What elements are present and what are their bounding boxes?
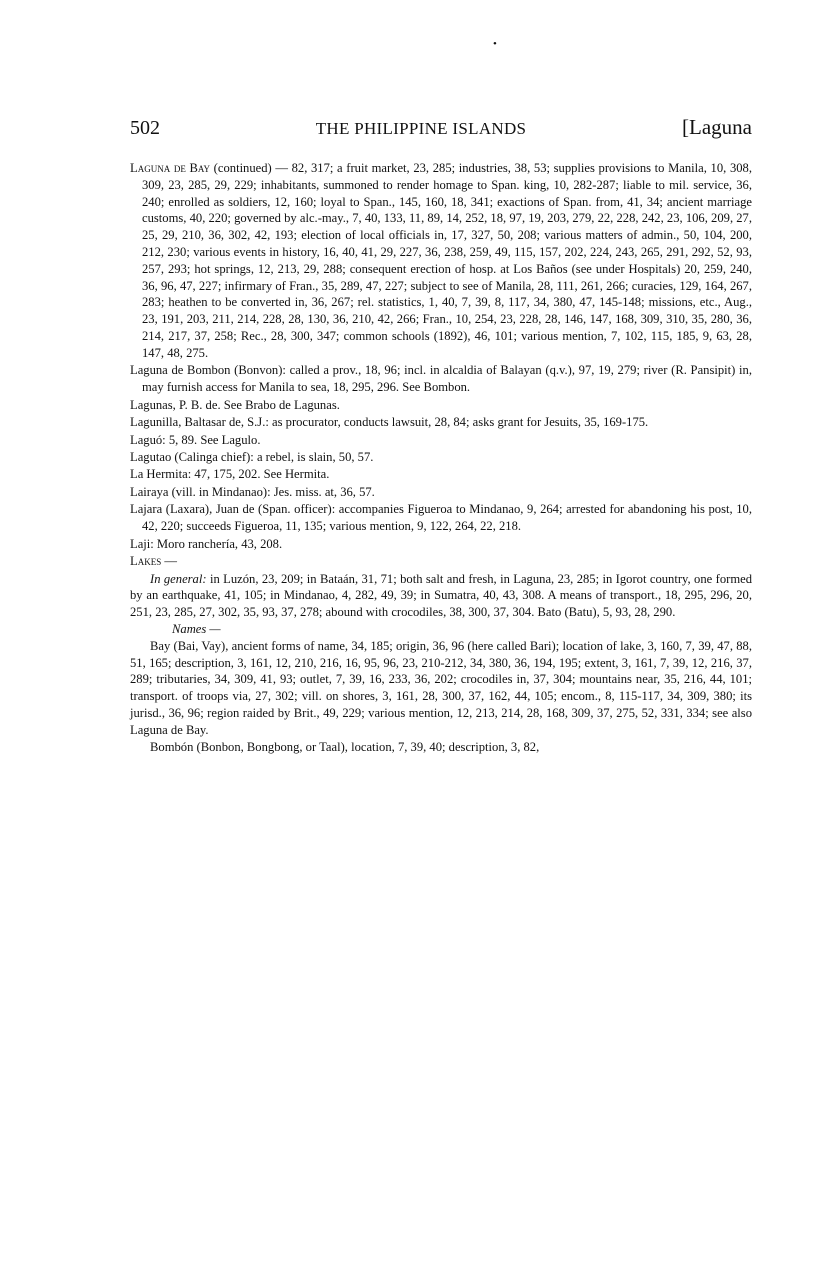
index-entry-laji — [130, 536, 752, 553]
entry-head: Laguna de Bay — [130, 161, 211, 175]
lakes-name-bombon: Bombón (Bonbon, Bongbong, or Taal), location, 7, 39, 40; description, 3, 82, — [150, 739, 540, 754]
index-entry-lakes — [130, 553, 752, 570]
lakes-name-bay: Bay (Bai, Vay), ancient forms of name, 34, 185; origin, 36, 96 (here called Bari); location of lake, 3, 160, 7, 39, 47, 88, 51, 165; description, 3, 161, 12, 210, 216, 16, 95, 96, 23, 210-212, 34, 380, 36, 194, 195; extent, 3, 161, 7, 39, 12, 216, 37, 289; tributaries, 34, 309, 41, 93; outlet, 7, 39, 16, 233, 36, 202; crocodiles in, 37, 304; mountains near, 35, 216, 44, 101; transport. of troops via, 27, 302; vill. on shores, 3, 161, 28, 300, 37, 162, 44, 105; encom., 8, 115-117, 34, 309, 380; its jurisd., 36, 96; region raided by Brit., 49, 229; various mention, 12, 213, 214, 28, 168, 309, 37, 275, 52, 331, 334; see also Laguna de Bay. — [130, 638, 752, 737]
entry-text: 82, 317; a fruit market, 23, 285; industries, 38, 53; supplies provisions to Manila, 10, 308, 309, 23, 285, 29, 229; inhabitants, summoned to render homage to Span. king, 10, 282-287; liable to mil. service, 36, 240; enrolled as soldiers, 12, 160; loyal to Span., 145, 160, 18, 341; exactions of Span. from, 41, 34; ancient marriage customs, 40, 220; governed by alc.-may., 7, 40, 133, 11, 89, 14, 252, 18, 97, 19, 203, 279, 22, 228, 242, 23, 106, 209, 27, 25, 29, 210, 36, 302, 42, 193; election of local officials in, 17, 327, 50, 208; various matters of admin., 50, 104, 200, 212, 230; various events in history, 16, 40, 41, 29, 227, 36, 238, 259, 49, 115, 157, 202, 224, 243, 265, 291, 292, 52, 93, 257, 293; hot springs, 12, 213, 29, 288; consequent erection of hosp. at Los Baños (see under Hospitals) 20, 259, 240, 36, 96, 47, 227; infirmary of Fran., 35, 289, 47, 227; subject to see of Manila, 28, 111, 261, 266; curacies, 129, 164, 267, 283; heathen to be converted in, 36, 267; rel. statistics, 1, 40, 7, 39, 8, 117, 34, 380, 47, 145-148; missions, etc., Aug., 23, 191, 203, 211, 214, 228, 28, 130, 36, 210, 42, 266; Fran., 10, 254, 23, 228, 28, 146, 147, 168, 309, 310, 35, 280, 36, 214, 217, 37, 258; Rec., 28, 300, 347; common schools (1892), 46, 101; various mention, 7, 102, 115, 185, 9, 63, 28, 147, 48, 275. — [142, 161, 752, 360]
entry-head: Lagutao — [130, 449, 172, 464]
entry-text: (Calinga chief): a rebel, is slain, 50, 57. — [171, 449, 374, 464]
entry-text: (Bonvon): called a prov., 18, 96; incl. in alcaldia of Balayan (q.v.), 97, 19, 279; river (R. Pansipit) in, may furnish access for Manila to sea, 18, 295, 296. See Bombon. — [142, 363, 752, 395]
subheading-label: In general: — [150, 571, 207, 586]
index-entry-lairaya — [130, 484, 752, 501]
entry-head: Laguna de Bombon — [130, 363, 231, 378]
entry-head: La Hermita: — [130, 467, 192, 482]
entry-continued: (continued) — — [210, 161, 288, 175]
entry-head: Laji: — [130, 536, 154, 551]
stray-mark: • — [493, 38, 497, 50]
section-heading: [Laguna — [682, 115, 752, 139]
entry-text: Moro ranchería, 43, 208. — [153, 536, 283, 551]
page-header — [130, 115, 752, 143]
entry-head: Lagunilla, Baltasar de, S.J.: — [130, 415, 269, 430]
entry-head: Lajara — [130, 502, 163, 517]
index-entry-laguo — [130, 432, 752, 449]
entry-head: Lagunas, P. B. de. — [130, 397, 221, 412]
index-entry-lagunas — [130, 397, 752, 414]
index-entry-lagutao — [130, 449, 752, 466]
entry-head: Lairaya — [130, 484, 169, 499]
running-title: THE PHILIPPINE ISLANDS — [315, 119, 527, 138]
entry-head: Laguó: — [130, 432, 166, 447]
index-body — [130, 160, 752, 755]
lakes-in-general — [130, 571, 752, 621]
entry-head: Lakes — — [130, 554, 177, 569]
entry-text: (vill. in Mindanao): Jes. miss. at, 36, 57. — [168, 484, 375, 499]
index-entry-la-hermita — [130, 466, 752, 483]
entry-text: 47, 175, 202. See Hermita. — [191, 467, 330, 482]
entry-text: in Luzón, 23, 209; in Bataán, 31, 71; both salt and fresh, in Laguna, 23, 285; in Igorot country, one formed by an earthquake, 41, 105; in Mindanao, 4, 282, 49, 39; in Sumatra, 40, 43, 308. A means of transport., 18, 295, 296, 20, 251, 23, 285, 27, 302, 35, 93, 37, 278; abound with crocodiles, 38, 300, 37, 304. Bato (Batu), 5, 93, 28, 290. — [130, 571, 752, 620]
lakes-names-label: Names — — [172, 622, 221, 637]
index-entry-laguna-de-bombon — [130, 362, 752, 396]
entry-text: See Brabo de Lagunas. — [220, 397, 340, 412]
page-number: 502 — [130, 117, 160, 139]
index-entry-lajara — [130, 501, 752, 535]
index-entry-lagunilla — [130, 414, 752, 431]
index-entry-laguna-de-bay — [130, 160, 752, 362]
entry-text: (Laxara), Juan de (Span. officer): accompanies Figueroa to Mindanao, 9, 264; arrested for abandoning his post, 10, 42, 220; succeeds Figueroa, 11, 135; various mention, 9, 122, 264, 22, 218. — [142, 502, 752, 534]
entry-text: as procurator, conducts lawsuit, 28, 84; asks grant for Jesuits, 35, 169-175. — [268, 415, 649, 430]
entry-text: 5, 89. See Lagulo. — [165, 432, 261, 447]
